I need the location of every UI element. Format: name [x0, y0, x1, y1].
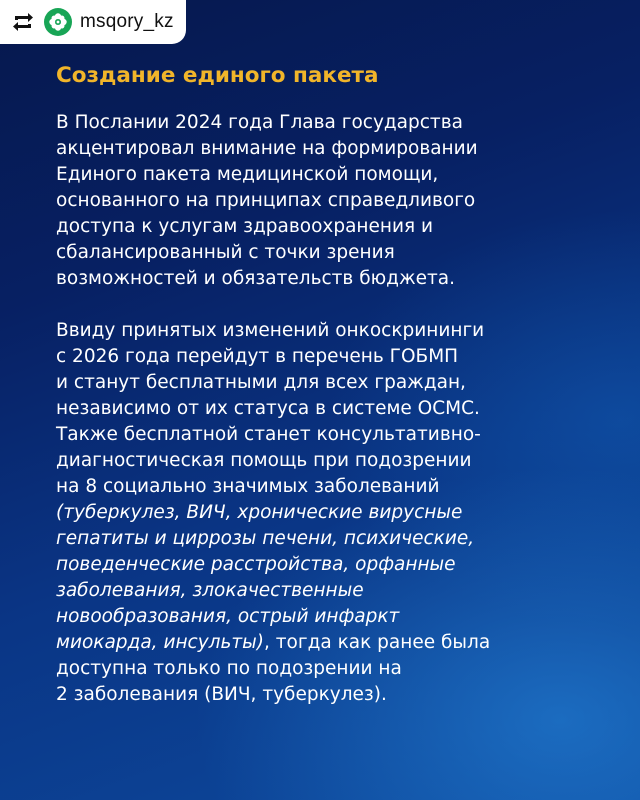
text-line: возможностей и обязательств бюджета.: [56, 268, 456, 289]
italic-text-line: новообразования, острый инфаркт: [56, 606, 400, 627]
text-line: и станут бесплатными для всех граждан,: [56, 372, 466, 393]
mixed-text-line: [56, 630, 616, 656]
repost-icon[interactable]: [10, 9, 36, 35]
text-line: на 8 социально значимых заболеваний: [56, 476, 440, 497]
text-line: доступа к услугам здравоохранения и: [56, 216, 434, 237]
clover-logo-icon[interactable]: [44, 8, 72, 36]
text-line: Единого пакета медицинской помощи,: [56, 164, 439, 185]
text-line: основанного на принципах справедливого: [56, 190, 476, 211]
paragraph-changes: [56, 318, 616, 708]
paragraph-intro: [56, 110, 616, 292]
text-line: диагностическая помощь при подозрении: [56, 450, 472, 471]
text-line: акцентировал внимание на формировании: [56, 138, 478, 159]
regular-fragment: , тогда как ранее была: [264, 632, 491, 653]
italic-text-line: заболевания, злокачественные: [56, 580, 364, 601]
account-username[interactable]: msqory_kz: [80, 11, 174, 32]
text-line: Также бесплатной станет консультативно-: [56, 424, 481, 445]
italic-text-line: поведенческие расстройства, орфанные: [56, 554, 456, 575]
post-content: [56, 60, 616, 708]
text-line: независимо от их статуса в системе ОСМС.: [56, 398, 480, 419]
text-line: доступна только по подозрении на: [56, 658, 402, 679]
italic-fragment: миокарда, инсульты): [56, 632, 265, 653]
italic-text-line: гепатиты и циррозы печени, психические,: [56, 528, 475, 549]
text-line: Ввиду принятых изменений онкоскрининги: [56, 320, 485, 341]
text-line: 2 заболевания (ВИЧ, туберкулез).: [56, 684, 387, 705]
account-badge[interactable]: [0, 0, 186, 44]
post-title: Создание единого пакета: [56, 63, 379, 88]
text-line: В Послании 2024 года Глава государства: [56, 112, 463, 133]
text-line: сбалансированный с точки зрения: [56, 242, 395, 263]
text-line: с 2026 года перейдут в перечень ГОБМП: [56, 346, 459, 367]
italic-text-line: (туберкулез, ВИЧ, хронические вирусные: [56, 502, 463, 523]
